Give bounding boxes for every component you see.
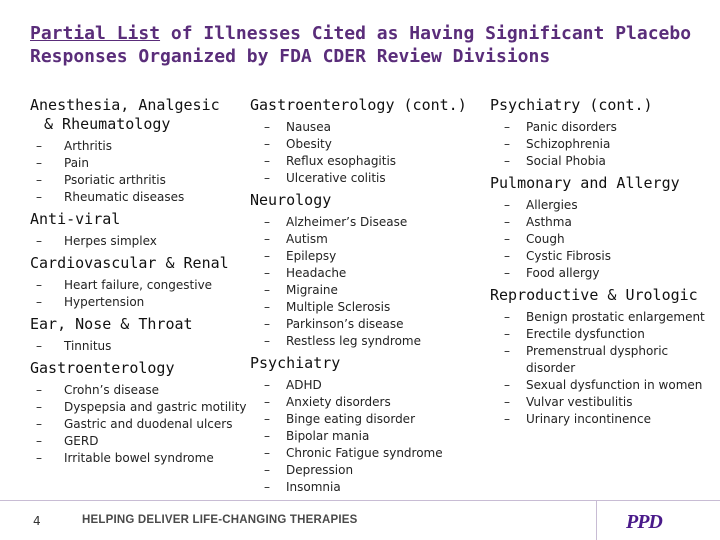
illness-list: [30, 382, 250, 467]
illness-list: [250, 119, 490, 187]
list-item: – Migraine: [250, 282, 490, 299]
column-1: [30, 96, 250, 471]
list-item: – Arthritis: [30, 138, 250, 155]
list-item: – Erectile dysfunction: [490, 326, 720, 343]
column-3: [490, 96, 720, 432]
section-heading: Psychiatry: [250, 354, 341, 372]
column-2: [250, 96, 490, 500]
list-item: – Irritable bowel syndrome: [30, 450, 250, 467]
list-item: – Pain: [30, 155, 250, 172]
footer-divider: [0, 500, 720, 501]
list-item: – Crohn’s disease: [30, 382, 250, 399]
title-line2: Responses Organized by FDA CDER Review Divisions: [30, 46, 551, 67]
footer: [0, 500, 720, 540]
title-rest: of Illnesses Cited as Having Significant Placebo: [160, 23, 692, 44]
list-item: – Headache: [250, 265, 490, 282]
section-heading: Cardiovascular & Renal: [30, 254, 229, 272]
illness-list: [250, 214, 490, 350]
list-item: – Allergies: [490, 197, 720, 214]
list-item: – GERD: [30, 433, 250, 450]
list-item: – Bipolar mania: [250, 428, 490, 445]
list-item: – Social Phobia: [490, 153, 720, 170]
section-heading: Pulmonary and Allergy: [490, 174, 680, 192]
list-item: – Parkinson’s disease: [250, 316, 490, 333]
list-item: – Nausea: [250, 119, 490, 136]
list-item: – Hypertension: [30, 294, 250, 311]
list-item: – Tinnitus: [30, 338, 250, 355]
list-item: – Vulvar vestibulitis: [490, 394, 720, 411]
footer-tagline: HELPING DELIVER LIFE-CHANGING THERAPIES: [82, 514, 358, 526]
list-item: – Ulcerative colitis: [250, 170, 490, 187]
list-item: – Multiple Sclerosis: [250, 299, 490, 316]
footer-logo-divider: [596, 500, 597, 540]
illness-list: [250, 377, 490, 496]
list-item: – Gastric and duodenal ulcers: [30, 416, 250, 433]
list-item: – Premenstrual dysphoric disorder: [490, 343, 720, 377]
list-item: – Anxiety disorders: [250, 394, 490, 411]
section-heading: Neurology: [250, 191, 332, 209]
list-item: – Reflux esophagitis: [250, 153, 490, 170]
list-item: – Restless leg syndrome: [250, 333, 490, 350]
list-item: – Panic disorders: [490, 119, 720, 136]
list-item: – Schizophrenia: [490, 136, 720, 153]
section-heading: Gastroenterology (cont.): [250, 96, 467, 114]
illness-list: [30, 138, 250, 206]
list-item: – Epilepsy: [250, 248, 490, 265]
page-number: 4: [33, 514, 41, 528]
section-heading: Anti-viral: [30, 210, 121, 228]
illness-list: [30, 277, 250, 311]
list-item: – Chronic Fatigue syndrome: [250, 445, 490, 462]
list-item: – ADHD: [250, 377, 490, 394]
illness-list: [490, 309, 720, 428]
list-item: – Asthma: [490, 214, 720, 231]
section-heading: Ear, Nose & Throat: [30, 315, 193, 333]
illness-list: [490, 119, 720, 170]
section-heading: Anesthesia, Analgesic: [30, 96, 220, 114]
list-item: – Rheumatic diseases: [30, 189, 250, 206]
list-item: – Benign prostatic enlargement: [490, 309, 720, 326]
list-item: – Autism: [250, 231, 490, 248]
list-item: – Cystic Fibrosis: [490, 248, 720, 265]
section-heading-line2: & Rheumatology: [44, 115, 171, 133]
section-heading: Psychiatry (cont.): [490, 96, 653, 114]
illness-list: [490, 197, 720, 282]
list-item: – Insomnia: [250, 479, 490, 496]
illness-list: [30, 338, 250, 355]
list-item: – Food allergy: [490, 265, 720, 282]
section-heading: Gastroenterology: [30, 359, 175, 377]
slide-title: [30, 22, 710, 68]
section-heading: Reproductive & Urologic: [490, 286, 698, 304]
list-item: – Depression: [250, 462, 490, 479]
list-item: – Urinary incontinence: [490, 411, 720, 428]
list-item: – Heart failure, congestive: [30, 277, 250, 294]
list-item: – Psoriatic arthritis: [30, 172, 250, 189]
list-item: – Sexual dysfunction in women: [490, 377, 720, 394]
ppd-logo: PPD: [626, 511, 662, 533]
list-item: – Herpes simplex: [30, 233, 250, 250]
illness-list: [30, 233, 250, 250]
list-item: – Obesity: [250, 136, 490, 153]
title-underlined: Partial List: [30, 23, 161, 44]
list-item: – Binge eating disorder: [250, 411, 490, 428]
list-item: – Alzheimer’s Disease: [250, 214, 490, 231]
list-item: – Cough: [490, 231, 720, 248]
list-item: – Dyspepsia and gastric motility: [30, 399, 250, 416]
